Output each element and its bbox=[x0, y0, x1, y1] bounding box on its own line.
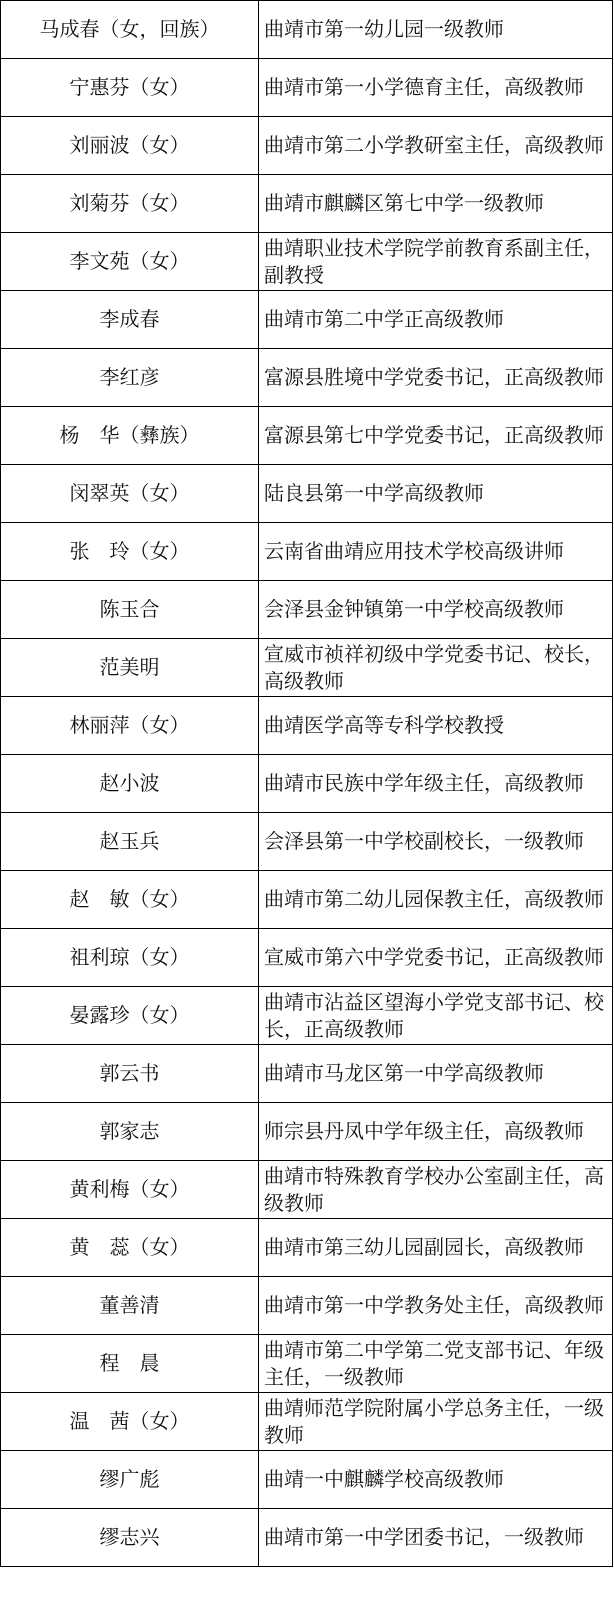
position-cell: 曲靖市第三幼儿园副园长，高级教师 bbox=[259, 1219, 613, 1277]
table-row bbox=[1, 1045, 613, 1103]
table-row bbox=[1, 59, 613, 117]
name-cell: 李文苑（女） bbox=[1, 233, 259, 291]
table-row bbox=[1, 1451, 613, 1509]
position-cell: 会泽县第一中学校副校长，一级教师 bbox=[259, 813, 613, 871]
position-cell: 曲靖市第一小学德育主任，高级教师 bbox=[259, 59, 613, 117]
table-row bbox=[1, 117, 613, 175]
position-cell: 曲靖医学高等专科学校教授 bbox=[259, 697, 613, 755]
table-row bbox=[1, 291, 613, 349]
table-row bbox=[1, 1335, 613, 1393]
name-cell: 温 茜（女） bbox=[1, 1393, 259, 1451]
position-cell: 曲靖职业技术学院学前教育系副主任，副教授 bbox=[259, 233, 613, 291]
name-cell: 闵翠英（女） bbox=[1, 465, 259, 523]
name-cell: 黄 蕊（女） bbox=[1, 1219, 259, 1277]
table-row bbox=[1, 813, 613, 871]
position-cell: 曲靖师范学院附属小学总务主任，一级教师 bbox=[259, 1393, 613, 1451]
position-cell: 富源县第七中学党委书记，正高级教师 bbox=[259, 407, 613, 465]
table-body bbox=[1, 1, 613, 1567]
position-cell: 曲靖市第一幼儿园一级教师 bbox=[259, 1, 613, 59]
table-row bbox=[1, 523, 613, 581]
position-cell: 曲靖市马龙区第一中学高级教师 bbox=[259, 1045, 613, 1103]
position-cell: 曲靖市第二幼儿园保教主任，高级教师 bbox=[259, 871, 613, 929]
name-cell: 范美明 bbox=[1, 639, 259, 697]
name-cell: 董善清 bbox=[1, 1277, 259, 1335]
name-cell: 郭云书 bbox=[1, 1045, 259, 1103]
table-row bbox=[1, 407, 613, 465]
position-cell: 会泽县金钟镇第一中学校高级教师 bbox=[259, 581, 613, 639]
name-cell: 黄利梅（女） bbox=[1, 1161, 259, 1219]
table-row bbox=[1, 349, 613, 407]
name-cell: 陈玉合 bbox=[1, 581, 259, 639]
table-row bbox=[1, 175, 613, 233]
position-cell: 曲靖一中麒麟学校高级教师 bbox=[259, 1451, 613, 1509]
name-cell: 刘菊芬（女） bbox=[1, 175, 259, 233]
position-cell: 曲靖市第二中学正高级教师 bbox=[259, 291, 613, 349]
position-cell: 曲靖市麒麟区第七中学一级教师 bbox=[259, 175, 613, 233]
position-cell: 宣威市祯祥初级中学党委书记、校长，高级教师 bbox=[259, 639, 613, 697]
table-row bbox=[1, 1277, 613, 1335]
name-cell: 宁惠芬（女） bbox=[1, 59, 259, 117]
table-row bbox=[1, 697, 613, 755]
table-row bbox=[1, 639, 613, 697]
name-cell: 祖利琼（女） bbox=[1, 929, 259, 987]
name-cell: 刘丽波（女） bbox=[1, 117, 259, 175]
position-cell: 陆良县第一中学高级教师 bbox=[259, 465, 613, 523]
position-cell: 曲靖市第一中学团委书记，一级教师 bbox=[259, 1509, 613, 1567]
position-cell: 曲靖市民族中学年级主任，高级教师 bbox=[259, 755, 613, 813]
position-cell: 富源县胜境中学党委书记，正高级教师 bbox=[259, 349, 613, 407]
position-cell: 曲靖市特殊教育学校办公室副主任，高级教师 bbox=[259, 1161, 613, 1219]
table-row bbox=[1, 871, 613, 929]
position-cell: 曲靖市第一中学教务处主任，高级教师 bbox=[259, 1277, 613, 1335]
table-row bbox=[1, 1103, 613, 1161]
table-row bbox=[1, 1161, 613, 1219]
position-cell: 曲靖市第二中学第二党支部书记、年级主任，一级教师 bbox=[259, 1335, 613, 1393]
position-cell: 宣威市第六中学党委书记，正高级教师 bbox=[259, 929, 613, 987]
table-row bbox=[1, 929, 613, 987]
table-row bbox=[1, 581, 613, 639]
position-cell: 云南省曲靖应用技术学校高级讲师 bbox=[259, 523, 613, 581]
table-row bbox=[1, 233, 613, 291]
table-row bbox=[1, 465, 613, 523]
name-cell: 张 玲（女） bbox=[1, 523, 259, 581]
name-cell: 赵 敏（女） bbox=[1, 871, 259, 929]
name-cell: 晏露珍（女） bbox=[1, 987, 259, 1045]
position-cell: 曲靖市第二小学教研室主任，高级教师 bbox=[259, 117, 613, 175]
name-cell: 赵玉兵 bbox=[1, 813, 259, 871]
table-row bbox=[1, 755, 613, 813]
table-row bbox=[1, 1, 613, 59]
name-cell: 程 晨 bbox=[1, 1335, 259, 1393]
name-cell: 缪广彪 bbox=[1, 1451, 259, 1509]
name-cell: 李成春 bbox=[1, 291, 259, 349]
position-cell: 曲靖市沾益区望海小学党支部书记、校长，正高级教师 bbox=[259, 987, 613, 1045]
table-row bbox=[1, 1219, 613, 1277]
position-cell: 师宗县丹凤中学年级主任，高级教师 bbox=[259, 1103, 613, 1161]
table-row bbox=[1, 1509, 613, 1567]
name-cell: 赵小波 bbox=[1, 755, 259, 813]
name-cell: 林丽萍（女） bbox=[1, 697, 259, 755]
name-cell: 马成春（女，回族） bbox=[1, 1, 259, 59]
name-cell: 缪志兴 bbox=[1, 1509, 259, 1567]
name-cell: 郭家志 bbox=[1, 1103, 259, 1161]
table-row bbox=[1, 1393, 613, 1451]
name-cell: 李红彦 bbox=[1, 349, 259, 407]
name-cell: 杨 华（彝族） bbox=[1, 407, 259, 465]
table-row bbox=[1, 987, 613, 1045]
